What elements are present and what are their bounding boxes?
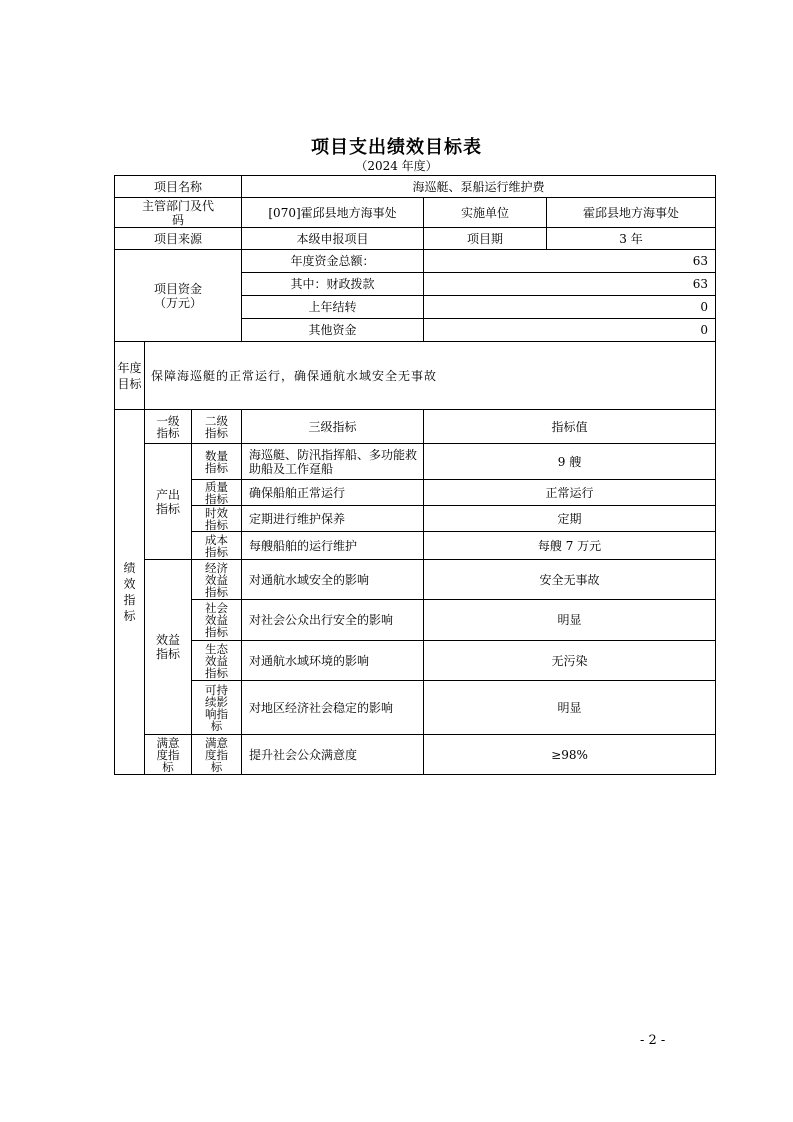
output-level2: 质量指标 (192, 480, 242, 506)
funds-fiscal-value: 63 (424, 273, 716, 296)
period-value: 3 年 (547, 228, 716, 250)
funds-carryover-label: 上年结转 (242, 296, 424, 319)
benefit-level2: 可持续影响指标 (192, 681, 242, 735)
document-title: 项目支出绩效目标表 (311, 137, 482, 158)
annual-goal-label: 年度目标 (115, 342, 145, 410)
project-name-label: 项目名称 (115, 176, 242, 198)
performance-indicators-label: 绩效指标 (115, 410, 145, 775)
funds-total-label: 年度资金总额： (242, 250, 424, 273)
satisfaction-level2: 满意度指标 (192, 735, 242, 775)
satisfaction-level3: 提升社会公众满意度 (242, 735, 424, 775)
impl-value: 霍邱县地方海事处 (547, 198, 716, 228)
output-indicators-label: 产出指标 (145, 444, 192, 560)
performance-target-table (114, 175, 716, 775)
dept-label: 主管部门及代码 (115, 198, 242, 228)
benefit-value: 明显 (424, 681, 716, 735)
satisfaction-indicators-label: 满意度指标 (145, 735, 192, 775)
output-level2: 成本指标 (192, 532, 242, 560)
benefit-level2: 社会效益指标 (192, 600, 242, 641)
benefit-level3: 对通航水域安全的影响 (242, 560, 424, 600)
benefit-level3: 对地区经济社会稳定的影响 (242, 681, 424, 735)
impl-label: 实施单位 (424, 198, 547, 228)
funds-other-value: 0 (424, 319, 716, 342)
benefit-level2: 经济效益指标 (192, 560, 242, 600)
dept-value: [070]霍邱县地方海事处 (242, 198, 424, 228)
period-label: 项目期 (424, 228, 547, 250)
funds-carryover-value: 0 (424, 296, 716, 319)
output-level2: 时效指标 (192, 506, 242, 532)
output-value: 9 艘 (424, 444, 716, 480)
funds-label (115, 250, 242, 342)
benefit-indicators-label: 效益指标 (145, 560, 192, 735)
output-level3: 确保船舶正常运行 (242, 480, 424, 506)
annual-goal-text: 保障海巡艇的正常运行，确保通航水域安全无事故 (145, 342, 716, 410)
output-level2: 数量指标 (192, 444, 242, 480)
source-value: 本级申报项目 (242, 228, 424, 250)
header-value: 指标值 (424, 410, 716, 444)
benefit-value: 安全无事故 (424, 560, 716, 600)
document-year: （2024 年度） (355, 159, 438, 173)
output-value: 定期 (424, 506, 716, 532)
header-level1: 一级指标 (145, 410, 192, 444)
benefit-value: 明显 (424, 600, 716, 641)
project-name-value: 海巡艇、泵船运行维护费 (242, 176, 716, 198)
funds-other-label: 其他资金 (242, 319, 424, 342)
funds-total-value: 63 (424, 250, 716, 273)
output-level3: 每艘船舶的运行维护 (242, 532, 424, 560)
header-level3: 三级指标 (242, 410, 424, 444)
page-number: - 2 - (640, 1033, 666, 1048)
header-level2: 二级指标 (192, 410, 242, 444)
satisfaction-value: ≥98% (424, 735, 716, 775)
funds-label-line1: 项目资金 (154, 281, 203, 296)
benefit-level3: 对社会公众出行安全的影响 (242, 600, 424, 641)
output-level3: 海巡艇、防汛指挥船、多功能救助船及工作趸船 (242, 444, 424, 480)
source-label: 项目来源 (115, 228, 242, 250)
output-level3: 定期进行维护保养 (242, 506, 424, 532)
benefit-level2: 生态效益指标 (192, 641, 242, 681)
funds-label-line2: （万元） (154, 295, 203, 310)
benefit-level3: 对通航水域环境的影响 (242, 641, 424, 681)
benefit-value: 无污染 (424, 641, 716, 681)
output-value: 每艘 7 万元 (424, 532, 716, 560)
funds-fiscal-label: 其中：财政拨款 (242, 273, 424, 296)
output-value: 正常运行 (424, 480, 716, 506)
